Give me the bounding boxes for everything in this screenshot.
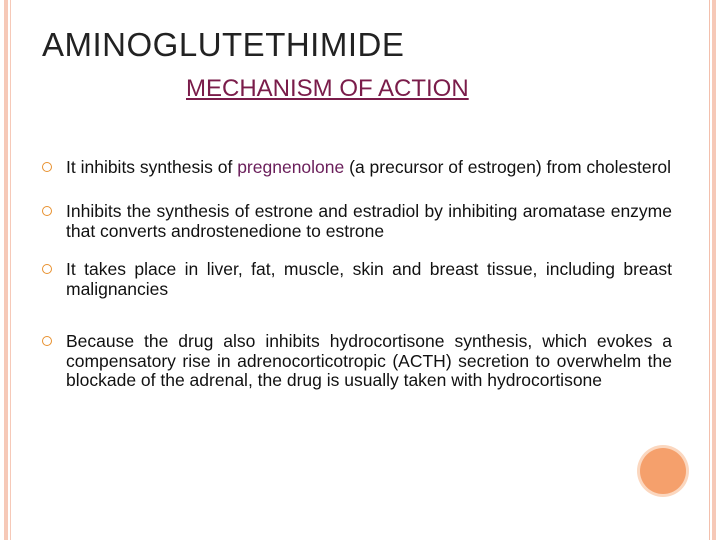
bullet-item [42,332,672,391]
bullet-circle-icon [42,336,52,346]
bullet-circle-icon [42,206,52,216]
frame-left-line [10,0,11,540]
slide-subtitle: MECHANISM OF ACTION [186,75,469,102]
bullet-item [42,158,672,178]
bullet-text: It inhibits synthesis of pregnenolone (a precursor of estrogen) from cholesterol [66,157,672,177]
bullet-text: Because the drug also inhibits hydrocortisone synthesis, which evokes a compensatory rise in adrenocorticotropic (ACTH) secretion to overwhelm the blockade of the adrenal, the drug is usually taken with hydrocortisone [66,331,672,390]
slide-title: AMINOGLUTETHIMIDE [42,26,405,63]
decorative-orange-circle [640,448,686,494]
bullet-circle-icon [42,264,52,274]
frame-right-line [709,0,710,540]
frame-right-border [712,0,716,540]
bullet-item [42,260,672,299]
frame-left-border [4,0,8,540]
bullet-text: Inhibits the synthesis of estrone and estradiol by inhibiting aromatase enzyme that converts androstenedione to estrone [66,201,672,241]
bullet-text: It takes place in liver, fat, muscle, skin and breast tissue, including breast malignancies [66,259,672,299]
highlighted-term: pregnenolone [237,157,345,177]
bullet-item [42,202,672,241]
bullet-circle-icon [42,162,52,172]
